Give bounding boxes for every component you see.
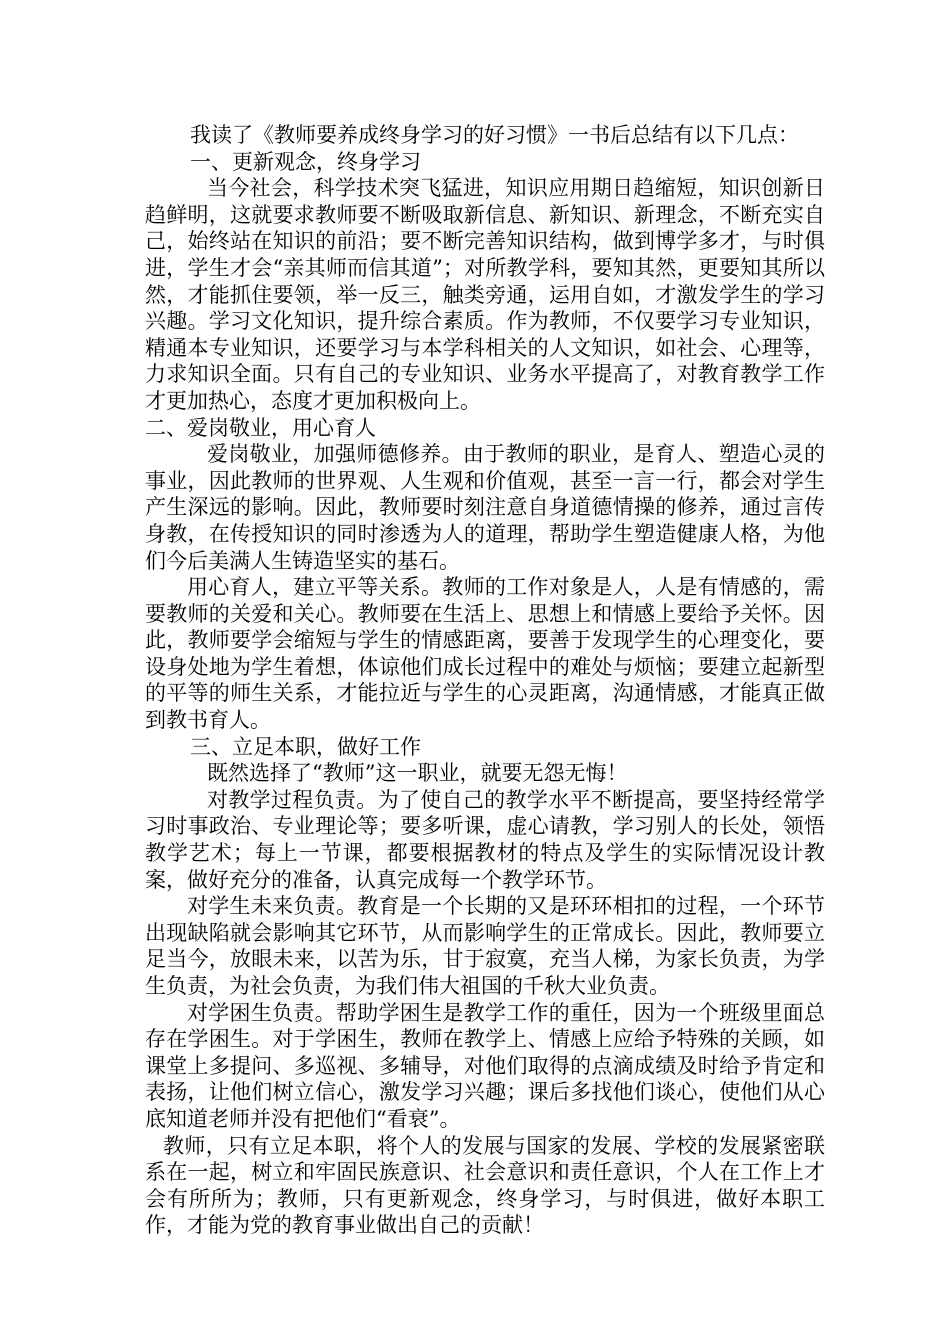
- section3-paragraph-1: 既然选择了“教师”这一职业，就要无怨无悔！: [207, 761, 628, 786]
- section3-paragraph-4: 对学困生负责。帮助学困生是教学工作的重任，因为一个班级里面总存在学困生。对于学困生，教师在教学上、情感上应给予特殊的关顾，如课堂上多提问、多巡视、多辅导，对他们取得的点滴成绩及时给予肯定和表扬，让他们树立信心，激发学习兴趣；课后多找他们谈心，使他们从心底知道老师并没有把他们“看衰”。: [145, 1000, 825, 1131]
- section3-paragraph-3: 对学生未来负责。教育是一个长期的又是环环相扣的过程，一个环节出现缺陷就会影响其它环节，从而影响学生的正常成长。因此，教师要立足当今，放眼未来，以苦为乐，甘于寂寞，充当人梯，为家长负责，为学生负责，为社会负责，为我们伟大祖国的千秋大业负责。: [145, 894, 825, 998]
- section2-heading: 二、爱岗敬业，用心育人: [145, 415, 376, 440]
- section3-heading: 三、立足本职，做好工作: [190, 734, 421, 759]
- section1-heading: 一、更新观念，终身学习: [190, 149, 421, 174]
- conclusion-paragraph: 教师，只有立足本职，将个人的发展与国家的发展、学校的发展紧密联系在一起，树立和牢固民族意识、社会意识和责任意识，个人在工作上才会有所所为；教师，只有更新观念，终身学习，与时俱进，做好本职工作，才能为党的教育事业做出自己的贡献！: [145, 1133, 825, 1238]
- document-body: [145, 122, 825, 1239]
- section2-paragraph-1: 爱岗敬业，加强师德修养。由于教师的职业，是育人、塑造心灵的事业，因此教师的世界观、人生观和价值观，甚至一言一行，都会对学生产生深远的影响。因此，教师要时刻注意自身道德情操的修养，通过言传身教，在传授知识的同时渗透为人的道理，帮助学生塑造健康人格，为他们今后美满人生铸造坚实的基石。: [145, 442, 825, 573]
- intro-paragraph: 我读了《教师要养成终身学习的好习惯》一书后总结有以下几点：: [190, 123, 799, 147]
- section1-paragraph-1: 当今社会，科学技术突飞猛进，知识应用期日趋缩短，知识创新日趋鲜明，这就要求教师要不断吸取新信息、新知识、新理念，不断充实自己，始终站在知识的前沿；要不断完善知识结构，做到博学多才，与时俱进，学生才会“亲其师而信其道”；对所教学科，要知其然，更要知其所以然，才能抓住要领，举一反三，触类旁通，运用自如，才激发学生的学习兴趣。学习文化知识，提升综合素质。作为教师，不仅要学习专业知识，精通本专业知识，还要学习与本学科相关的人文知识，如社会、心理等，力求知识全面。只有自己的专业知识、业务水平提高了，对教育教学工作才更加热心，态度才更加积极向上。: [145, 176, 825, 413]
- section2-paragraph-2: 用心育人，建立平等关系。教师的工作对象是人，人是有情感的，需要教师的关爱和关心。教师要在生活上、思想上和情感上要给予关怀。因此，教师要学会缩短与学生的情感距离，要善于发现学生的心理变化，要设身处地为学生着想，体谅他们成长过程中的难处与烦恼；要建立起新型的平等的师生关系，才能拉近与学生的心灵距离，沟通情感，才能真正做到教书育人。: [145, 575, 825, 733]
- section3-paragraph-2: 对教学过程负责。为了使自己的教学水平不断提高，要坚持经常学习时事政治、专业理论等；要多听课，虚心请教，学习别人的长处，领悟教学艺术；每上一节课，都要根据教材的特点及学生的实际情况设计教案，做好充分的准备，认真完成每一个教学环节。: [145, 787, 825, 892]
